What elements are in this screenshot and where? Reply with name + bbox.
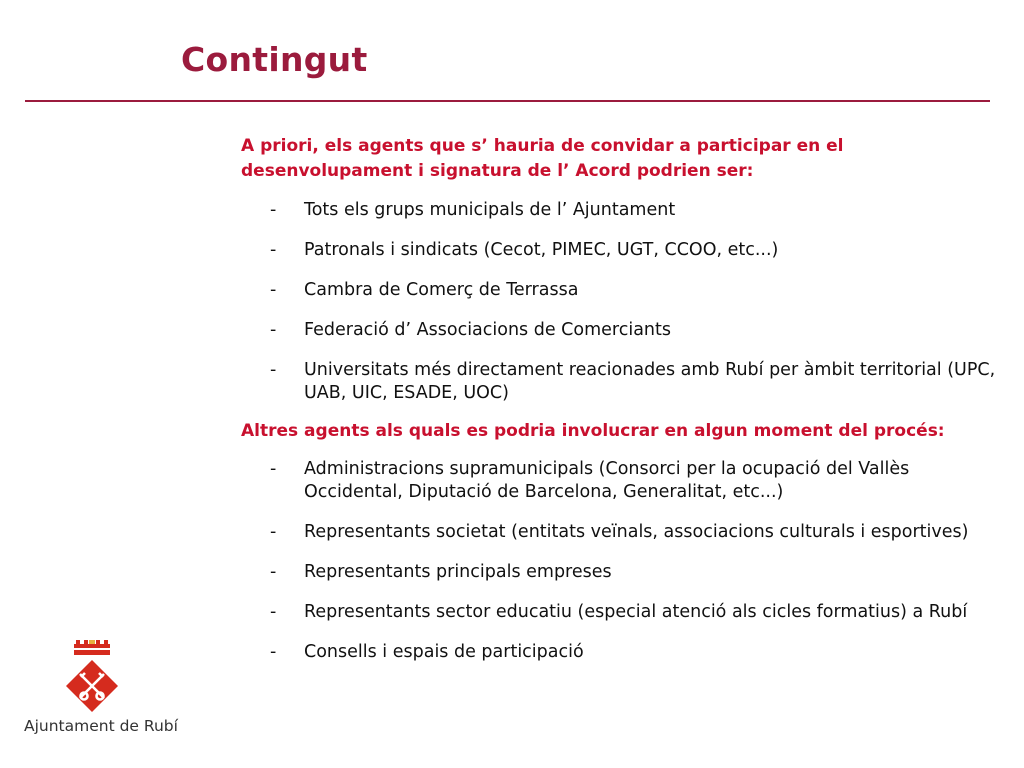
list-item-text: Universitats més directament reacionades amb Rubí per àmbit territorial (UPC, UAB, UIC, ESADE, UOC) bbox=[304, 360, 996, 403]
coat-of-arms-icon bbox=[62, 640, 122, 720]
list-item bbox=[241, 359, 1001, 405]
list-item bbox=[241, 239, 1001, 262]
other-agents-list bbox=[241, 458, 1001, 664]
bullet-dash: - bbox=[270, 602, 277, 622]
section-heading-other-agents: Altres agents als quals es podria involucrar en algun moment del procés: bbox=[241, 421, 945, 441]
crown-jewel bbox=[89, 640, 95, 644]
crown-merlon bbox=[76, 640, 80, 644]
list-item bbox=[241, 279, 1001, 302]
list-item bbox=[241, 199, 1001, 222]
crown-merlon bbox=[84, 640, 88, 644]
slide-title: Contingut bbox=[181, 40, 368, 79]
org-name: Ajuntament de Rubí bbox=[24, 717, 178, 735]
list-item-text: Cambra de Comerç de Terrassa bbox=[304, 280, 579, 300]
coat-of-arms-svg bbox=[62, 640, 122, 720]
list-item bbox=[241, 458, 1001, 504]
bullet-dash: - bbox=[270, 642, 277, 662]
crown-band-top bbox=[74, 644, 110, 648]
crown-merlon bbox=[96, 640, 100, 644]
list-item bbox=[241, 319, 1001, 342]
list-item-text: Tots els grups municipals de l’ Ajuntament bbox=[304, 200, 676, 220]
bullet-dash: - bbox=[270, 240, 277, 260]
bullet-dash: - bbox=[270, 522, 277, 542]
list-item-text: Consells i espais de participació bbox=[304, 642, 584, 662]
bullet-dash: - bbox=[270, 320, 277, 340]
bullet-dash: - bbox=[270, 200, 277, 220]
bullet-dash: - bbox=[270, 360, 277, 380]
bullet-dash: - bbox=[270, 280, 277, 300]
agents-list bbox=[241, 199, 1001, 405]
list-item-text: Administracions supramunicipals (Consorci per la ocupació del Vallès Occidental, Diputació de Barcelona, Generalitat, etc...) bbox=[304, 459, 910, 502]
list-item bbox=[241, 561, 1001, 584]
list-item bbox=[241, 601, 1001, 624]
list-item-text: Representants principals empreses bbox=[304, 562, 612, 582]
list-item-text: Patronals i sindicats (Cecot, PIMEC, UGT, CCOO, etc...) bbox=[304, 240, 779, 260]
title-divider bbox=[25, 100, 990, 102]
list-item-text: Federació d’ Associacions de Comerciants bbox=[304, 320, 672, 340]
bullet-dash: - bbox=[270, 562, 277, 582]
bullet-dash: - bbox=[270, 459, 277, 479]
list-item-text: Representants societat (entitats veïnals, associacions culturals i esportives) bbox=[304, 522, 969, 542]
section-heading-agents: A priori, els agents que s’ hauria de convidar a participar en el desenvolupament i signatura de l’ Acord podrien ser: bbox=[241, 136, 844, 181]
crown-merlon bbox=[104, 640, 108, 644]
list-item bbox=[241, 641, 1001, 664]
list-item bbox=[241, 521, 1001, 544]
slide-content bbox=[241, 134, 1001, 681]
list-item-text: Representants sector educatiu (especial atenció als cicles formatius) a Rubí bbox=[304, 602, 968, 622]
crown-band bbox=[74, 650, 110, 655]
